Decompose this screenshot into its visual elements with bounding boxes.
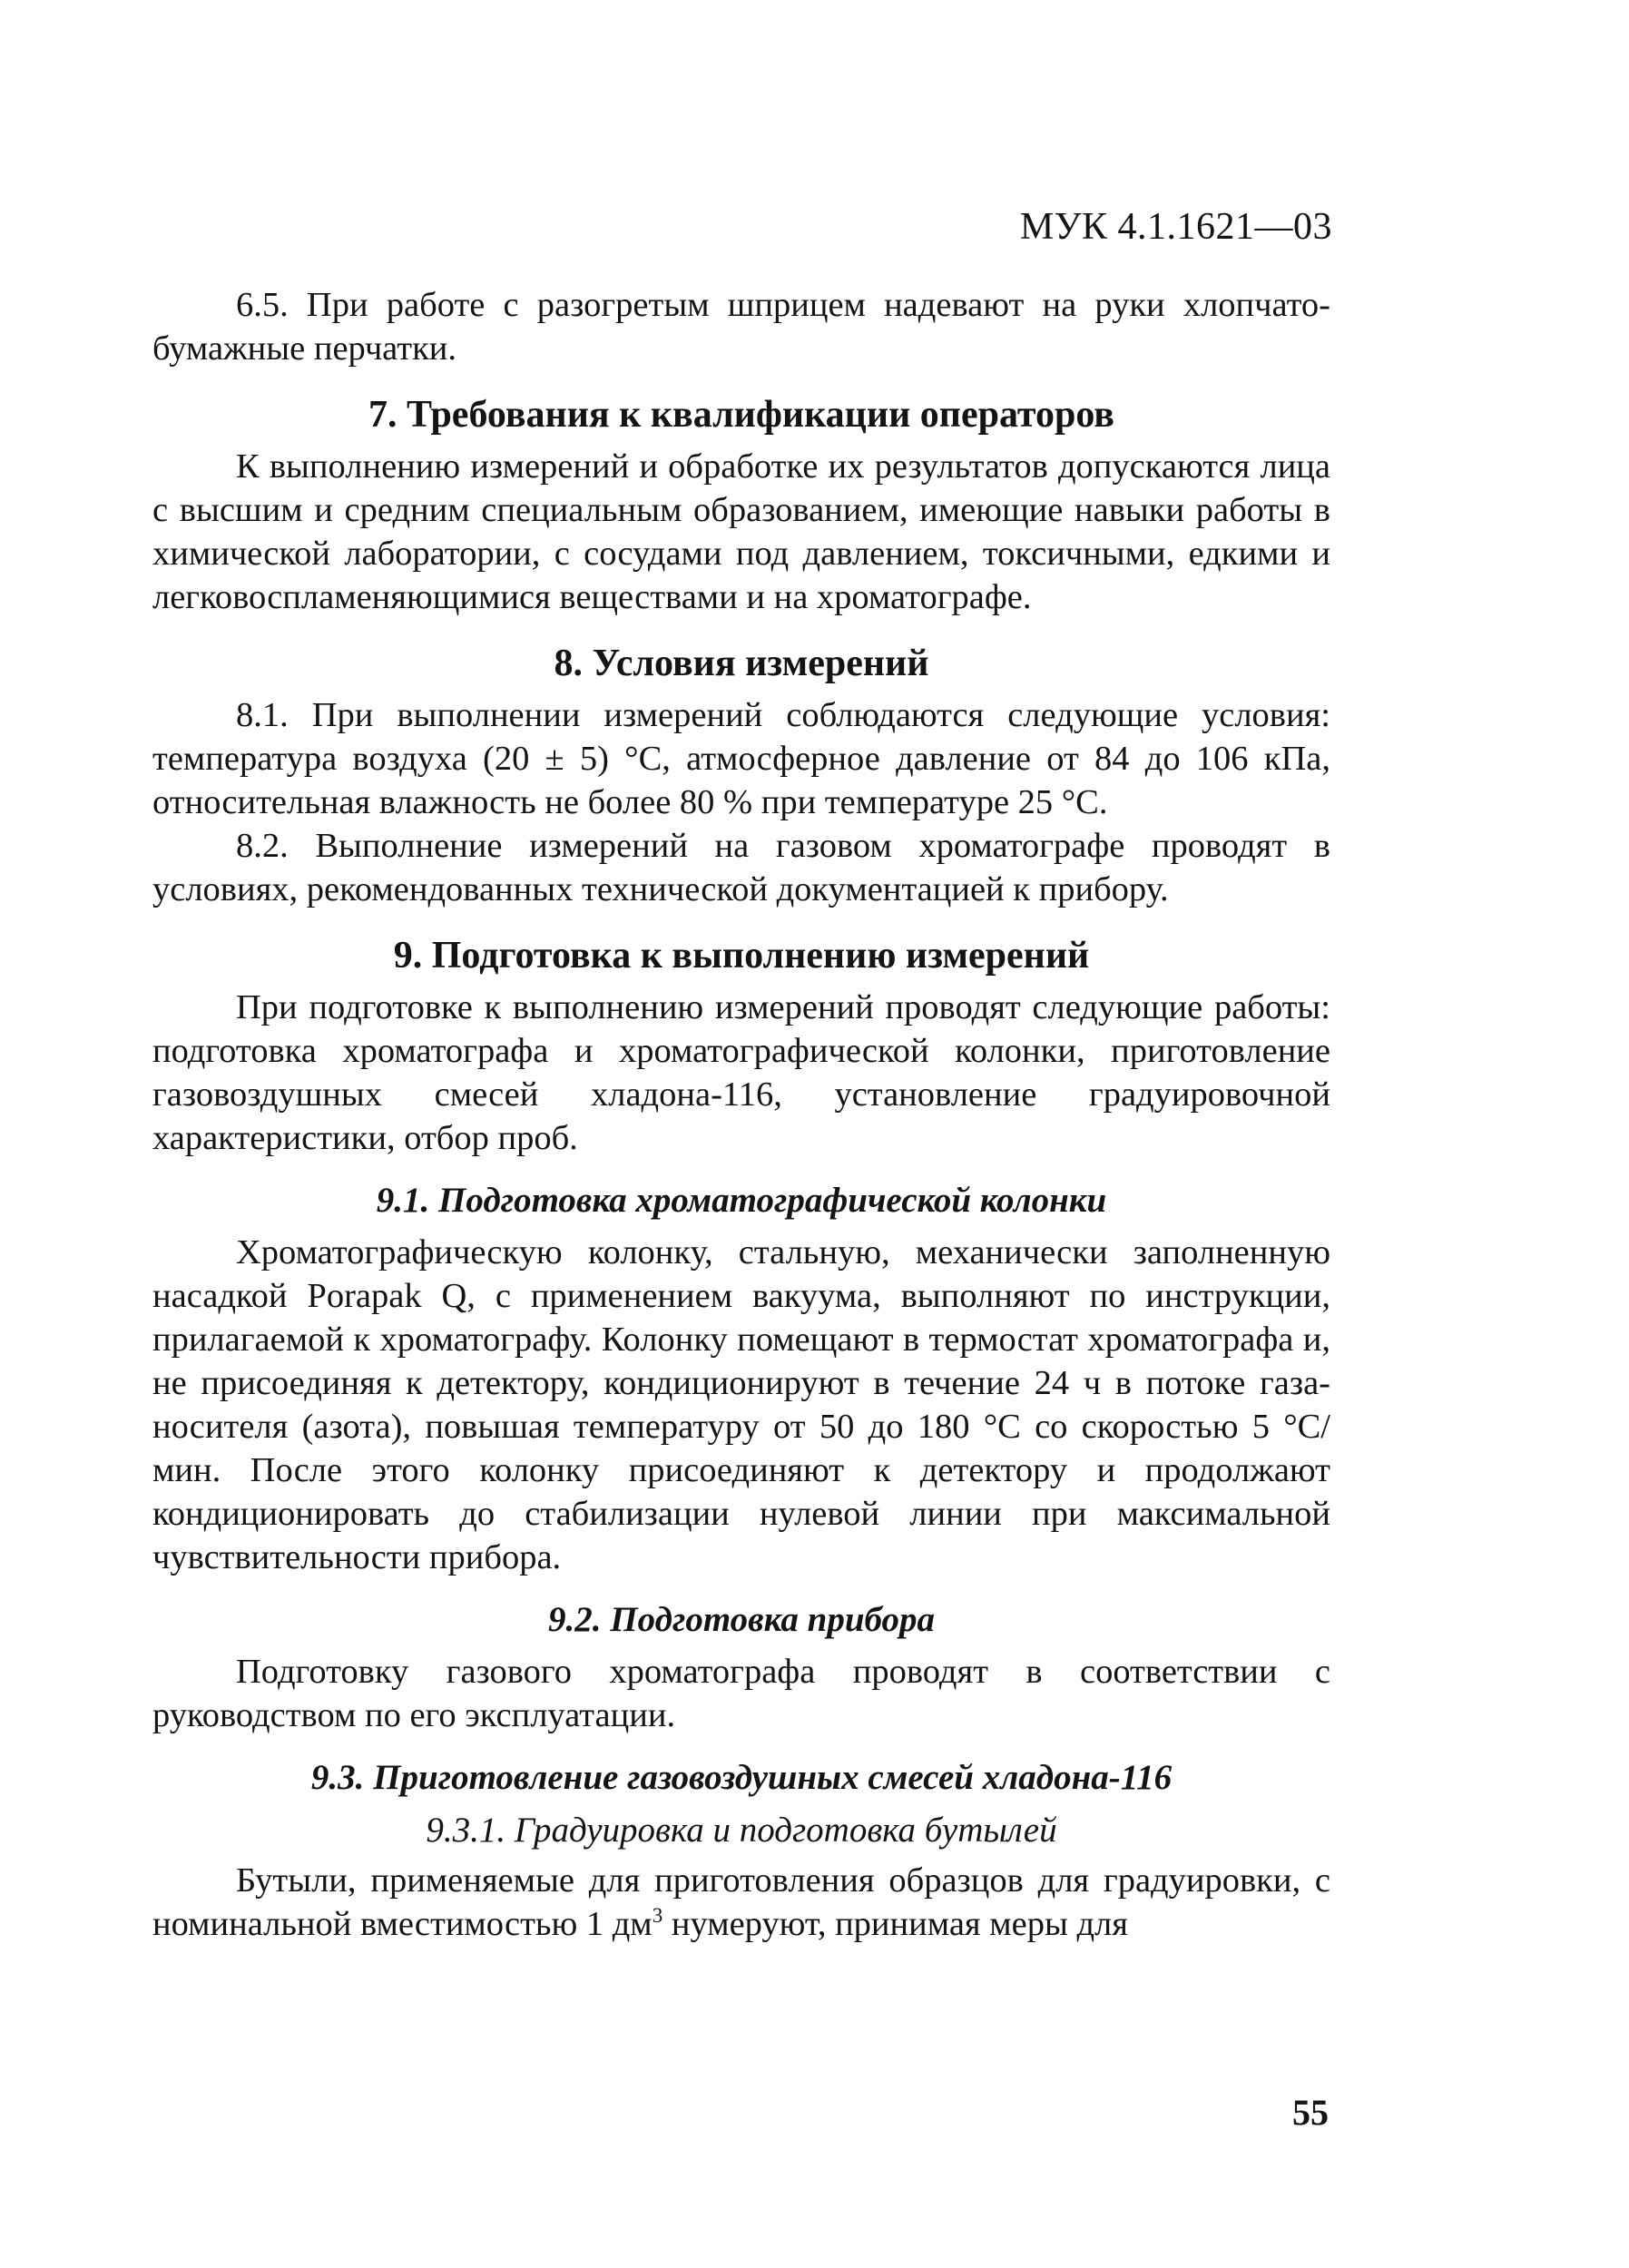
section-9-1-title: 9.1. Подготовка хроматографической колонки	[376, 1181, 1107, 1220]
section-9-3-1-paragraph	[152, 1859, 1330, 1946]
paragraph-text-start: Бутыли, применяемые для приготовления образцов для градуировки, с номинальной вместимостью 1 дм	[152, 1861, 1330, 1943]
page-content	[152, 283, 1330, 1946]
section-9-1-paragraph: Хроматографическую колонку, стальную, механически заполненную насадкой Porapak Q, с применением вакуума, выполняют по инструкции, прилагаемой к хроматографу. Колонку помещают в термостат хроматографа и, не присоединяя к детектору, кондиционируют в течение 24 ч в потоке газа-носителя (азота), повышая температуру от 50 до 180 °С со скоростью 5 °С/мин. После этого колонку присоединяют к детектору и продолжают кондиционировать до стабилизации нулевой линии при максимальной чувствительности прибора.	[152, 1233, 1330, 1576]
section-8-title: 8. Условия измерений	[554, 643, 929, 684]
superscript-cube: 3	[652, 1903, 663, 1928]
paragraph-8-1: 8.1. При выполнении измерений соблюдаются следующие условия: температура воздуха (20 ± 5) °С, атмосферное давление от 84 до 106 кПа, относительная влажность не более 80 % при температуре 25 °С.	[152, 696, 1330, 821]
section-9-3-1-title: 9.3.1. Градуировка и подготовка бутылей	[426, 1811, 1057, 1850]
section-7-title: 7. Требования к квалификации операторов	[368, 394, 1114, 436]
paragraph-6-5: 6.5. При работе с разогретым шприцем надевают на руки хлопчато-бумажные перчатки.	[152, 286, 1330, 368]
section-7-paragraph: К выполнению измерений и обработке их результатов допускаются лица с высшим и средним специальным образованием, имеющие навыки работы в химической лаборатории, с сосудами под давлением, токсичными, едкими и легковоспламеняющимися веществами и на хроматографе.	[152, 447, 1330, 616]
section-9-paragraph: При подготовке к выполнению измерений проводят следующие работы: подготовка хроматографа и хроматографической колонки, приготовление газовоздушных смесей хладона-116, установление градуировочной характеристики, отбор проб.	[152, 988, 1330, 1157]
section-9-2-title: 9.2. Подготовка прибора	[548, 1600, 935, 1639]
paragraph-text-end: нумеруют, принимая меры для	[662, 1905, 1128, 1943]
page-number: 55	[1292, 2092, 1329, 2133]
paragraph-8-2: 8.2. Выполнение измерений на газовом хроматографе проводят в условиях, рекомендованных технической документацией к прибору.	[152, 827, 1330, 908]
section-9-title: 9. Подготовка к выполнению измерений	[393, 935, 1090, 977]
document-code: МУК 4.1.1621—03	[1019, 206, 1332, 248]
section-9-3-title: 9.3. Приготовление газовоздушных смесей хладона-116	[310, 1758, 1173, 1797]
section-9-2-paragraph: Подготовку газового хроматографа проводят в соответствии с руководством по его эксплуатации.	[152, 1653, 1330, 1734]
